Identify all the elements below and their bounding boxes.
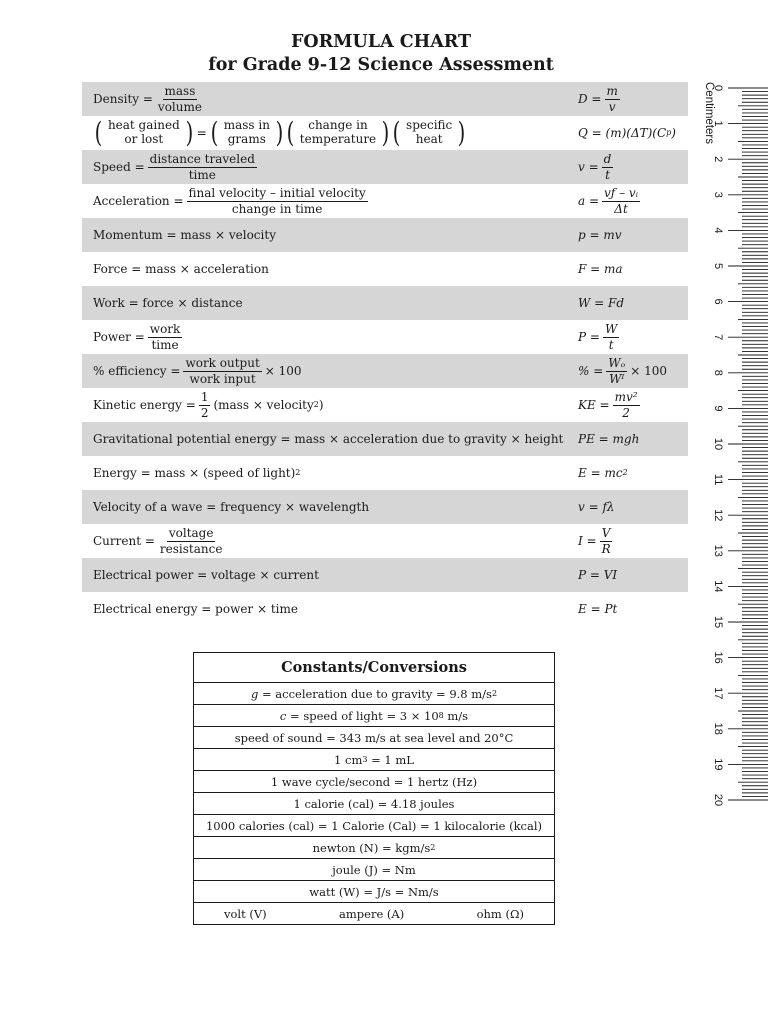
formula-row-energy: Energy = mass × (speed of light) 2 E = mc 2 — [93, 466, 628, 480]
symbol-label: D = — [578, 92, 602, 106]
heat-term: mass in — [223, 118, 270, 133]
numerator: V — [601, 525, 611, 540]
denominator: resistance — [159, 541, 223, 556]
constant-row: g = acceleration due to gravity = 9.8 m/s 2 — [194, 682, 554, 704]
denominator: work input — [189, 371, 256, 386]
ruler-label: Centimeters — [703, 82, 715, 144]
page-subtitle: for Grade 9-12 Science Assessment — [208, 55, 554, 75]
ruler-number: 7 — [712, 334, 724, 341]
ruler-number: 19 — [712, 758, 724, 771]
unit-ohm: ohm (Ω) — [476, 906, 524, 921]
heat-term: change in — [308, 118, 368, 133]
heat-term: heat — [415, 132, 443, 146]
formula-row-power — [82, 320, 688, 354]
constant-text-end: m/s — [443, 708, 469, 723]
formula-fraction — [156, 85, 204, 113]
symbol-fraction — [605, 85, 620, 113]
unit-ampere: ampere (A) — [339, 906, 405, 921]
denominator: time — [188, 167, 216, 182]
formula-row-wave-velocity — [82, 490, 688, 524]
heat-term: heat gained — [107, 118, 180, 133]
formula-label: Speed = — [93, 160, 145, 174]
centimeter-ruler — [690, 78, 768, 818]
denominator: v — [608, 99, 616, 114]
numerator: m — [606, 83, 618, 98]
formula-fraction — [199, 391, 211, 419]
symbol-label: a = — [578, 194, 600, 208]
constant-text: = acceleration due to gravity = 9.8 m/s — [258, 686, 492, 701]
formula-text: Electrical power = voltage × current — [93, 568, 319, 582]
formula-row-force — [82, 252, 688, 286]
constant-text: 1 calorie (cal) = 4.18 joules — [293, 796, 455, 811]
constant-row — [194, 726, 554, 748]
formula-row-density — [82, 82, 688, 116]
symbol-label: E = mc — [578, 466, 623, 480]
numerator: work — [149, 321, 181, 336]
formula-label: Current = — [93, 534, 155, 548]
ruler-number: 2 — [712, 156, 724, 163]
denominator: time — [151, 337, 179, 352]
ruler-number: 0 — [712, 84, 724, 92]
numerator: mv² — [614, 389, 638, 404]
unit-volt: volt (V) — [224, 906, 267, 921]
formula-fraction — [158, 527, 225, 555]
denominator: volume — [157, 99, 202, 114]
numerator: vƒ – vᵢ — [604, 185, 639, 200]
ruler-number: 13 — [712, 544, 724, 557]
formula-text: Momentum = mass × velocity — [93, 228, 276, 242]
constant-row — [194, 858, 554, 880]
constant-text: joule (J) = Nm — [332, 862, 416, 877]
formula-fraction — [183, 357, 261, 385]
symbol-label: I = — [578, 534, 597, 548]
formula-text: Velocity of a wave = frequency × wavelength — [93, 500, 370, 514]
formula-row-electrical-power — [82, 558, 688, 592]
ruler-number: 6 — [712, 298, 724, 305]
symbol-fraction — [602, 153, 614, 181]
constant-text: 1 cm — [334, 752, 363, 767]
formula-label: Kinetic energy = — [93, 398, 196, 412]
constant-row — [194, 880, 554, 902]
ruler-number: 10 — [712, 437, 724, 451]
constant-row — [194, 770, 554, 792]
ruler-number: 3 — [712, 191, 724, 198]
symbol-label: P = — [578, 330, 600, 344]
denominator: 2 — [622, 405, 630, 420]
constant-text-end: = 1 mL — [367, 752, 414, 767]
equals-sign: = — [196, 126, 207, 140]
formula-fraction — [148, 153, 257, 181]
formula-label: Acceleration = — [93, 194, 184, 208]
formula-row-potential-energy — [82, 422, 688, 456]
constant-text: watt (W) = J/s = Nm/s — [309, 884, 439, 899]
formula-fraction — [148, 323, 183, 351]
page-title: FORMULA CHART — [290, 32, 472, 52]
constant-text: newton (N) = kgm/s — [312, 840, 431, 855]
constant-row: c = speed of light = 3 × 10 8 m/s — [194, 704, 554, 726]
numerator: Wₒ — [608, 355, 626, 370]
formula-row-speed — [82, 150, 688, 184]
ruler-number: 5 — [712, 262, 724, 270]
formula-text: Gravitational potential energy = mass × acceleration due to gravity × height — [93, 432, 564, 446]
constant-row: 1 cm 3 = 1 mL — [194, 748, 554, 770]
symbol-label: p = mv — [578, 228, 622, 242]
denominator: 2 — [200, 405, 209, 420]
ruler-number: 17 — [712, 687, 724, 700]
symbol-fraction — [613, 391, 640, 419]
symbol-fraction — [600, 527, 613, 555]
ruler-number: 12 — [712, 509, 724, 522]
numerator: final velocity – initial velocity — [188, 185, 366, 200]
ruler-number: 1 — [712, 120, 724, 127]
symbol-label: KE = — [578, 398, 610, 412]
ruler-number: 9 — [712, 405, 724, 412]
constant-symbol: c — [279, 708, 287, 723]
constant-text: = speed of light = 3 × 10 — [286, 708, 439, 723]
constants-table — [193, 652, 555, 925]
symbol-fraction — [606, 357, 627, 385]
symbol-label: v = — [578, 160, 599, 174]
formula-fraction — [187, 187, 368, 215]
ruler-number: 15 — [712, 615, 724, 629]
symbol-fraction — [602, 187, 640, 215]
denominator: change in time — [231, 201, 323, 216]
formula-row-work — [82, 286, 688, 320]
constant-row: newton (N) = kgm/s 2 — [194, 836, 554, 858]
ruler-number: 18 — [712, 722, 724, 735]
numerator: work output — [185, 355, 260, 370]
constant-row — [194, 792, 554, 814]
ruler-number: 4 — [712, 227, 724, 234]
formula-row-efficiency — [82, 354, 688, 388]
numerator: d — [603, 151, 612, 166]
symbol-label: % = — [578, 364, 604, 378]
symbol-multiplier: × 100 — [630, 364, 668, 378]
formula-row-current — [82, 524, 688, 558]
denominator: R — [601, 541, 611, 556]
formula-label: % efficiency = — [93, 364, 181, 378]
formula-label: Power = — [93, 330, 145, 344]
constant-row — [194, 814, 554, 836]
formula-text: Electrical energy = power × time — [93, 602, 298, 616]
formula-row-kinetic-energy: Kinetic energy = $\frac{1}{2}$ (mass × velocity 2 ) KE = $\frac{\text{mv²}}{2}$ — [93, 389, 638, 420]
formula-row-acceleration — [82, 184, 688, 218]
denominator: Δt — [614, 201, 628, 216]
ruler-number: 20 — [712, 793, 724, 807]
constant-text: 1 wave cycle/second = 1 hertz (Hz) — [270, 774, 478, 789]
heat-term: or lost — [124, 132, 164, 146]
heat-term: specific — [406, 118, 453, 133]
units-row — [194, 902, 554, 924]
numerator: voltage — [168, 525, 214, 540]
formula-multiplier: × 100 — [264, 364, 302, 378]
ruler-number: 14 — [712, 580, 724, 593]
formula-row-electrical-energy — [82, 592, 688, 626]
symbol-label: Q = (m)(ΔT)(C — [578, 126, 667, 140]
formula-label: Density = — [93, 92, 153, 106]
ruler-number: 16 — [712, 651, 724, 664]
symbol-fraction — [603, 323, 619, 351]
numerator: distance traveled — [149, 151, 255, 166]
formula-text: Energy = mass × (speed of light) — [93, 466, 296, 480]
symbol-label: F = ma — [578, 262, 623, 276]
heat-term: grams — [227, 132, 266, 146]
ruler-number: 11 — [712, 473, 724, 486]
ruler-number: 8 — [712, 369, 724, 376]
constants-title: Constants/Conversions — [281, 659, 467, 676]
formula-text: Work = force × distance — [93, 296, 243, 310]
formula-term-end: ) — [318, 398, 324, 412]
formula-table — [82, 82, 688, 626]
denominator: t — [608, 337, 614, 352]
formula-row-momentum — [82, 218, 688, 252]
denominator: t — [605, 167, 610, 182]
symbol-label: W = Fd — [578, 296, 625, 310]
numerator: W — [604, 321, 618, 336]
constant-text: 1000 calories (cal) = 1 Calorie (Cal) = 1 kilocalorie (kcal) — [205, 818, 543, 833]
symbol-label: P = VI — [578, 568, 618, 582]
heat-term: temperature — [299, 132, 377, 146]
numerator: 1 — [200, 389, 209, 404]
symbol-label: E = Pt — [578, 602, 618, 616]
formula-term: (mass × velocity — [213, 398, 314, 412]
constant-symbol: g — [250, 686, 259, 701]
denominator: Wᴵ — [609, 371, 625, 386]
symbol-label: PE = mgh — [578, 432, 640, 446]
numerator: mass — [164, 83, 196, 98]
constant-text: speed of sound = 343 m/s at sea level and 20°C — [234, 730, 514, 745]
formula-text: Force = mass × acceleration — [93, 262, 269, 276]
symbol-label: v = fλ — [578, 500, 615, 514]
symbol-end: ) — [671, 126, 676, 140]
formula-row-heat: ( heat gained or lost ) = ( mass in grams ) ( change in temperature ) ( specific heat ) Q = (m)(ΔT)(C p ) — [94, 116, 676, 149]
